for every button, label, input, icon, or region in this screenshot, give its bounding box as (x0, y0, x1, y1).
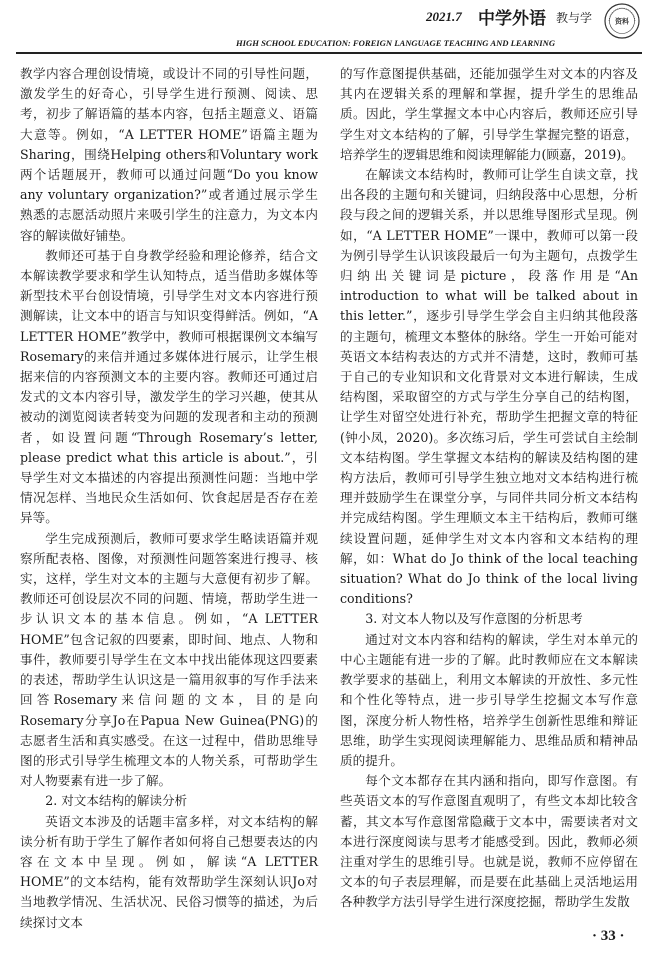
paragraph: 学生完成预测后，教师可要求学生略读语篇并观察所配表格、图像，对预测性问题答案进行搜寻、核实，这样，学生对文本的主题与大意便有初步了解。教师还可创设层次不同的问题、情境，帮助学生进一步认识文本的基本信息。例如，“A LETTER HOME”包含记叙的四要素，即时间、地点、人物和事件，教师要引导学生在文本中找出能体现这四要素的表述，帮助学生认识这是一篇用叙事的写作手法来回答Rosemary来信问题的文本，目的是向Rosemary分享Jo在Papua New Guinea(PNG)的志愿者生活和真实感受。在这一过程中，借助思维导图的形式引导学生梳理文本的人物关系，可帮助学生对人物要素有进一步了解。 (20, 530, 318, 789)
right-column (340, 64, 638, 913)
journal-name-suffix: 教与学 (556, 11, 593, 25)
section-heading: 2. 对文本结构的解读分析 (45, 793, 188, 809)
publisher-seal-icon (603, 2, 641, 40)
paragraph: 在解读文本结构时，教师可让学生自读文章，找出各段的主题句和关键词，归纳段落中心思想，分析段与段之间的逻辑关系，并以思维导图形式呈现。例如，“A LETTER HOME”一课中，教师可以第一段为例引导学生认识该段最后一句为主题句，点拨学生归纳出关键词是picture，段落作用是“An introduction to what will be talked about in this letter.”，逐步引导学生学会自主归纳其他段落的主题句，梳理文本整体的脉络。学生一开始可能对英语文本结构表达的方式并不清楚，这时，教师可基于自己的专业知识和文化背景对文本进行解读，生成结构图，采取留空的方式与学生分享自己的结构图，让学生对留空处进行补充，帮助学生把握文章的特征(钟小凤，2020)。多次练习后，学生可尝试自主绘制文本结构图。学生掌握文本结构的解读及结构图的建构方法后，教师可引导学生独立地对文本结构进行梳理并鼓励学生在课堂分享，与同伴共同分析文本结构并完成结构图。学生理顺文本主干结构后，教师可继续设置问题，延伸学生对文本内容和文本结构的理解，如：What do Jo think of the local teaching situation? What do Jo think of the local living conditions? (340, 167, 638, 607)
page-number: · 33 · (592, 928, 625, 944)
paragraph: 教师还可基于自身教学经验和理论修养，结合文本解读教学要求和学生认知特点，适当借助多媒体等新型技术平台创设情境，引导学生对文本内容进行预测解读，让文本中的语言与知识变得鲜活。例如，“A LETTER HOME”教学中，教师可根据课例文本编写Rosemary的来信并通过多媒体进行展示，让学生根据来信的内容预测文本的主要内容。教师还可通过启发式的文本内容引导，激发学生的学习兴趣，使其从被动的浏览阅读者转变为问题的发现者和主动的预测者，如设置问题“Through Rosemary’s letter, please predict what this article is about.”，引导学生对文本描述的内容提出预测性问题：当地中学情况怎样、当地民众生活如何、饮食起居是否存在差异等。 (20, 247, 318, 526)
paragraph: 教学内容合理创设情境，或设计不同的引导性问题，激发学生的好奇心，引导学生进行预测、阅读、思考，初步了解语篇的基本内容，包括主题意义、语篇大意等。例如，“A LETTER HOME”语篇主题为Sharing，围绕Helping others和Voluntary work两个话题展开，教师可以通过问题“Do you know any voluntary organization?”或者通过展示学生熟悉的志愿活动照片来吸引学生的注意力，为文本内容的解读做好铺垫。 (20, 66, 318, 243)
paragraph: 的写作意图提供基础，还能加强学生对文本的内容及其内在逻辑关系的理解和掌握，提升学生的思维品质。因此，学生掌握文本中心内容后，教师还应引导学生对文本结构的了解，引导学生掌握完整的语意，培养学生的逻辑思维和阅读理解能力(顾嘉，2019)。 (340, 66, 638, 162)
header-rule (16, 52, 642, 54)
left-column (20, 64, 318, 933)
paragraph: 通过对文本内容和结构的解读，学生对本单元的中心主题能有进一步的了解。此时教师应在文本解读教学要求的基础上，利用文本解读的开放性、多元性和个性化等特点，进一步引导学生挖掘文本写作意图，深度分析人物性格，培养学生创新性思维和辩证思维，助学生实现阅读理解能力、思维品质和精神品质的提升。 (340, 631, 638, 768)
journal-english-title: HIGH SCHOOL EDUCATION: FOREIGN LANGUAGE TEACHING AND LEARNING (236, 38, 556, 48)
issue-label: 2021.7 (426, 9, 462, 24)
paragraph: 英语文本涉及的话题丰富多样，对文本结构的解读分析有助于学生了解作者如何将自己想要表达的内容在文本中呈现。例如，解读“A LETTER HOME”的文本结构，能有效帮助学生深刻认识Jo对当地教学情况、生活状况、民俗习惯等的描述，为后续探讨文本 (20, 813, 318, 930)
svg-text:资料: 资料 (615, 16, 629, 26)
paragraph: 每个文本都存在其内涵和指向，即写作意图。有些英语文本的写作意图直观明了，有些文本却比较含蓄，其文本写作意图常隐藏于文本中，需要读者对文本进行深度阅读与思考才能感受到。因此，教师必须注重对学生的思维引导。也就是说，教师不应停留在文本的句子表层理解，而是要在此基础上灵活地运用各种教学方法引导学生进行深度挖掘，帮助学生发散 (340, 773, 638, 910)
section-heading: 3. 对文本人物以及写作意图的分析思考 (365, 611, 583, 627)
journal-name: 中学外语 (478, 9, 546, 29)
running-header (0, 0, 656, 56)
